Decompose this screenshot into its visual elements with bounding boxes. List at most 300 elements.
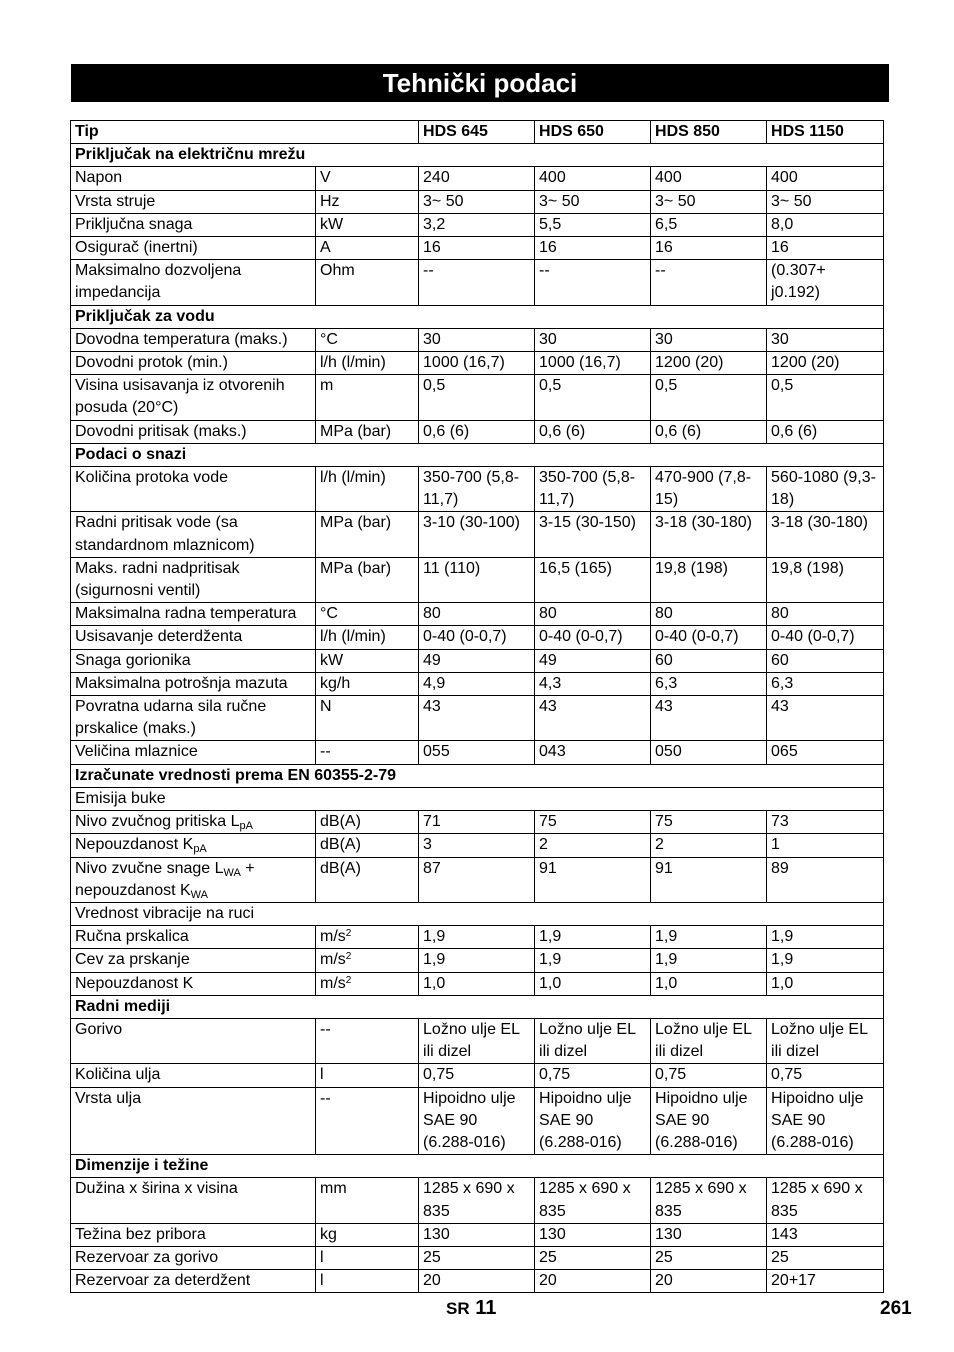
header-cell-model: HDS 850 (651, 121, 767, 144)
value-cell: 30 (651, 328, 767, 351)
table-row (71, 1064, 884, 1087)
table-row (71, 375, 884, 420)
row-unit-text: l (320, 1248, 324, 1266)
row-unit-text: dB(A) (320, 859, 361, 877)
footer-page-number: 261 (880, 1298, 912, 1319)
value-cell: 0,75 (767, 1064, 884, 1087)
row-label (71, 352, 316, 375)
table-row (71, 1246, 884, 1269)
row-label-subscript: WA (190, 888, 208, 901)
row-unit (316, 1270, 419, 1293)
row-label (71, 1223, 316, 1246)
value-cell: 1,9 (651, 949, 767, 972)
row-label (71, 926, 316, 949)
header-cell-model: HDS 650 (535, 121, 651, 144)
row-label-text: Količina protoka vode (75, 469, 228, 487)
value-cell: 3~ 50 (651, 190, 767, 213)
table-row (71, 213, 884, 236)
value-cell: 0-40 (0-0,7) (419, 626, 535, 649)
table-row (71, 190, 884, 213)
row-unit (316, 1246, 419, 1269)
row-unit-text: m/s (320, 974, 346, 992)
value-cell: 16,5 (165) (535, 557, 651, 602)
value-cell: 350-700 (5,8-11,7) (535, 467, 651, 512)
row-label (71, 649, 316, 672)
value-cell: -- (651, 260, 767, 305)
header-cell-model: HDS 645 (419, 121, 535, 144)
value-cell: 43 (767, 696, 884, 741)
value-cell: 4,9 (419, 672, 535, 695)
value-cell: 400 (767, 167, 884, 190)
row-unit (316, 696, 419, 741)
row-label (71, 857, 316, 902)
value-cell: 60 (767, 649, 884, 672)
footer-lang-code: SR (446, 1299, 470, 1318)
value-cell: 73 (767, 811, 884, 834)
section-heading: Podaci o snazi (71, 443, 884, 466)
value-cell: 3-15 (30-150) (535, 512, 651, 557)
row-label-subscript: WA (223, 866, 241, 879)
value-cell: 80 (767, 603, 884, 626)
value-cell: 3 (419, 834, 535, 857)
row-unit-text: l/h (l/min) (320, 354, 386, 372)
footer-section-page (446, 1297, 496, 1320)
row-label-text: Nivo zvučne snage L (75, 859, 224, 877)
row-label-text: Vrsta ulja (75, 1089, 142, 1107)
table-row (71, 857, 884, 902)
value-cell: 71 (419, 811, 535, 834)
value-cell: Hipoidno ulje SAE 90 (6.288-016) (651, 1087, 767, 1155)
value-cell: -- (419, 260, 535, 305)
section-heading: Radni mediji (71, 995, 884, 1018)
value-cell: 1,9 (767, 949, 884, 972)
row-label (71, 1018, 316, 1063)
table-row (71, 811, 884, 834)
row-unit (316, 972, 419, 995)
row-label (71, 811, 316, 834)
row-label (71, 696, 316, 741)
table-row (71, 926, 884, 949)
row-label-text: Vrsta struje (75, 192, 156, 210)
section-row (71, 443, 884, 466)
row-unit (316, 672, 419, 695)
row-unit-text: l/h (l/min) (320, 469, 386, 487)
row-label (71, 741, 316, 764)
row-unit (316, 467, 419, 512)
table-row (71, 603, 884, 626)
table-row (71, 237, 884, 260)
value-cell: 19,8 (198) (767, 557, 884, 602)
section-heading: Dimenzije i težine (71, 1155, 884, 1178)
value-cell: 80 (535, 603, 651, 626)
value-cell: 43 (651, 696, 767, 741)
value-cell: Hipoidno ulje SAE 90 (6.288-016) (535, 1087, 651, 1155)
value-cell: 1 (767, 834, 884, 857)
page-title: Tehnički podaci (71, 64, 889, 102)
table-header-row (71, 121, 884, 144)
value-cell: 1,0 (767, 972, 884, 995)
row-unit (316, 237, 419, 260)
row-label-text: Nepouzdanost K (75, 836, 194, 854)
value-cell: 470-900 (7,8-15) (651, 467, 767, 512)
row-unit-text: MPa (bar) (320, 514, 392, 532)
spec-table-body (71, 121, 884, 1293)
value-cell: 1,9 (767, 926, 884, 949)
section-row (71, 1155, 884, 1178)
value-cell: 3~ 50 (535, 190, 651, 213)
row-unit-text: -- (320, 743, 331, 761)
row-unit-text: V (320, 169, 331, 187)
value-cell: 20 (419, 1270, 535, 1293)
value-cell: 20 (535, 1270, 651, 1293)
value-cell: 16 (651, 237, 767, 260)
row-label-text: Visina usisavanja iz otvorenih posuda (20°C) (75, 377, 285, 417)
row-label-text: Dovodni pritisak (maks.) (75, 422, 247, 440)
value-cell: 16 (767, 237, 884, 260)
value-cell: 1,0 (535, 972, 651, 995)
value-cell: 49 (419, 649, 535, 672)
value-cell: Ložno ulje EL ili dizel (535, 1018, 651, 1063)
row-label-text: Nivo zvučnog pritiska L (75, 813, 240, 831)
row-label (71, 190, 316, 213)
value-cell: 25 (535, 1246, 651, 1269)
table-row (71, 260, 884, 305)
value-cell: Ložno ulje EL ili dizel (767, 1018, 884, 1063)
row-unit-text: -- (320, 1020, 331, 1038)
value-cell: 4,3 (535, 672, 651, 695)
value-cell: 16 (535, 237, 651, 260)
table-row (71, 834, 884, 857)
table-row (71, 352, 884, 375)
value-cell: 20 (651, 1270, 767, 1293)
row-unit (316, 190, 419, 213)
row-label-text: Osigurač (inertni) (75, 239, 198, 257)
value-cell: 43 (419, 696, 535, 741)
row-unit-text: dB(A) (320, 813, 361, 831)
value-cell: 6,5 (651, 213, 767, 236)
row-unit-text: m (320, 377, 334, 395)
row-unit-text: A (320, 239, 331, 257)
row-label-text: Veličina mlaznice (75, 743, 198, 761)
row-label (71, 1178, 316, 1223)
row-label-subscript: pA (239, 820, 253, 833)
table-row (71, 467, 884, 512)
value-cell: 30 (419, 328, 535, 351)
row-unit (316, 811, 419, 834)
row-label-text: Rezervoar za deterdžent (75, 1272, 251, 1290)
value-cell: 0,6 (6) (419, 420, 535, 443)
value-cell: 49 (535, 649, 651, 672)
value-cell: 6,3 (651, 672, 767, 695)
value-cell: 143 (767, 1223, 884, 1246)
table-row (71, 1223, 884, 1246)
value-cell: 1,9 (535, 949, 651, 972)
row-unit-text: m/s (320, 928, 346, 946)
value-cell: 91 (535, 857, 651, 902)
value-cell: 1285 x 690 x 835 (651, 1178, 767, 1223)
table-row (71, 1087, 884, 1155)
value-cell: 240 (419, 167, 535, 190)
row-unit (316, 512, 419, 557)
row-label (71, 213, 316, 236)
value-cell: 3~ 50 (419, 190, 535, 213)
row-unit (316, 1018, 419, 1063)
row-label (71, 375, 316, 420)
value-cell: 1000 (16,7) (419, 352, 535, 375)
section-heading: Izračunate vrednosti prema EN 60355-2-79 (71, 764, 884, 787)
value-cell: 0,5 (651, 375, 767, 420)
value-cell: Hipoidno ulje SAE 90 (6.288-016) (767, 1087, 884, 1155)
row-unit (316, 1064, 419, 1087)
row-unit (316, 1178, 419, 1223)
row-unit (316, 375, 419, 420)
row-label (71, 834, 316, 857)
value-cell: 1285 x 690 x 835 (535, 1178, 651, 1223)
row-label (71, 167, 316, 190)
row-label-text: Cev za prskanje (75, 951, 190, 969)
row-unit (316, 741, 419, 764)
spec-table (70, 120, 884, 1293)
value-cell: 3~ 50 (767, 190, 884, 213)
value-cell: 0-40 (0-0,7) (535, 626, 651, 649)
table-row (71, 557, 884, 602)
value-cell: 0,5 (419, 375, 535, 420)
value-cell: 350-700 (5,8-11,7) (419, 467, 535, 512)
row-label (71, 328, 316, 351)
row-label-text: Usisavanje deterdženta (75, 628, 243, 646)
value-cell: 3-10 (30-100) (419, 512, 535, 557)
value-cell: 16 (419, 237, 535, 260)
row-unit (316, 649, 419, 672)
value-cell: 0,5 (535, 375, 651, 420)
section-heading: Priključak za vodu (71, 305, 884, 328)
row-unit-text: kg (320, 1225, 337, 1243)
value-cell: 1200 (20) (767, 352, 884, 375)
subsection-heading: Vrednost vibracije na ruci (71, 902, 884, 925)
row-label-text: Maksimalna radna temperatura (75, 605, 297, 623)
value-cell: 19,8 (198) (651, 557, 767, 602)
value-cell: 8,0 (767, 213, 884, 236)
row-unit-text: kg/h (320, 674, 351, 692)
row-unit (316, 557, 419, 602)
row-unit-text: l (320, 1272, 324, 1290)
row-label (71, 1246, 316, 1269)
value-cell: 60 (651, 649, 767, 672)
value-cell: 130 (651, 1223, 767, 1246)
row-label-text: Rezervoar za gorivo (75, 1248, 219, 1266)
value-cell: Hipoidno ulje SAE 90 (6.288-016) (419, 1087, 535, 1155)
value-cell: -- (535, 260, 651, 305)
row-label (71, 237, 316, 260)
row-label-text: Napon (75, 169, 123, 187)
value-cell: 0,75 (535, 1064, 651, 1087)
table-row (71, 420, 884, 443)
value-cell: 5,5 (535, 213, 651, 236)
row-unit (316, 352, 419, 375)
row-unit (316, 626, 419, 649)
value-cell: 1,0 (651, 972, 767, 995)
row-unit-text: N (320, 698, 332, 716)
value-cell: 1,9 (419, 949, 535, 972)
section-row (71, 995, 884, 1018)
row-unit-text: °C (320, 330, 338, 348)
value-cell: 30 (767, 328, 884, 351)
row-label (71, 420, 316, 443)
table-row (71, 696, 884, 741)
value-cell: 25 (419, 1246, 535, 1269)
row-unit (316, 167, 419, 190)
row-label (71, 512, 316, 557)
row-label (71, 1270, 316, 1293)
row-unit-text: MPa (bar) (320, 422, 392, 440)
value-cell: 25 (767, 1246, 884, 1269)
row-label-text: Maks. radni nadpritisak (sigurnosni ventil) (75, 559, 240, 600)
row-label (71, 603, 316, 626)
value-cell: 75 (535, 811, 651, 834)
row-unit-text: Hz (320, 192, 340, 210)
value-cell: 0,6 (6) (651, 420, 767, 443)
value-cell: 400 (651, 167, 767, 190)
row-label-text: Radni pritisak vode (sa standardnom mlaznicom) (75, 514, 255, 554)
row-unit (316, 328, 419, 351)
value-cell: 0,75 (651, 1064, 767, 1087)
value-cell: 0,5 (767, 375, 884, 420)
value-cell: 055 (419, 741, 535, 764)
value-cell: (0.307+ j0.192) (767, 260, 884, 305)
row-unit (316, 1087, 419, 1155)
row-label (71, 949, 316, 972)
row-unit (316, 603, 419, 626)
value-cell: 130 (419, 1223, 535, 1246)
table-row (71, 328, 884, 351)
value-cell: 065 (767, 741, 884, 764)
row-unit-text: l (320, 1066, 324, 1084)
row-unit (316, 926, 419, 949)
value-cell: 560-1080 (9,3-18) (767, 467, 884, 512)
subsection-row (71, 787, 884, 810)
row-label (71, 260, 316, 305)
header-cell-model: HDS 1150 (767, 121, 884, 144)
value-cell: 43 (535, 696, 651, 741)
table-row (71, 1018, 884, 1063)
value-cell: Ložno ulje EL ili dizel (419, 1018, 535, 1063)
row-unit (316, 857, 419, 902)
table-row (71, 741, 884, 764)
table-row (71, 512, 884, 557)
row-label-subscript: pA (193, 843, 207, 856)
row-label (71, 1087, 316, 1155)
row-unit-superscript: 2 (345, 974, 352, 986)
row-unit (316, 260, 419, 305)
row-label-text: Snaga gorionika (75, 651, 191, 669)
value-cell: Ložno ulje EL ili dizel (651, 1018, 767, 1063)
value-cell: 87 (419, 857, 535, 902)
row-label (71, 972, 316, 995)
value-cell: 30 (535, 328, 651, 351)
row-label (71, 672, 316, 695)
table-row (71, 1270, 884, 1293)
value-cell: 3-18 (30-180) (767, 512, 884, 557)
value-cell: 130 (535, 1223, 651, 1246)
row-label (71, 467, 316, 512)
row-unit (316, 1223, 419, 1246)
value-cell: 1,9 (651, 926, 767, 949)
value-cell: 2 (535, 834, 651, 857)
table-row (71, 649, 884, 672)
row-unit-text: l/h (l/min) (320, 628, 386, 646)
row-label-text-continued: + nepouzdanost K (75, 859, 255, 899)
footer-section-number: 11 (475, 1297, 497, 1319)
row-unit-text: MPa (bar) (320, 559, 392, 577)
value-cell: 043 (535, 741, 651, 764)
row-label-text: Gorivo (75, 1020, 123, 1038)
value-cell: 6,3 (767, 672, 884, 695)
row-unit-text: dB(A) (320, 836, 361, 854)
row-unit (316, 834, 419, 857)
row-unit-superscript: 2 (345, 928, 352, 940)
section-row (71, 764, 884, 787)
subsection-row (71, 902, 884, 925)
header-cell-type: Tip (71, 121, 419, 144)
value-cell: 1,9 (419, 926, 535, 949)
value-cell: 0,6 (6) (535, 420, 651, 443)
value-cell: 1285 x 690 x 835 (767, 1178, 884, 1223)
value-cell: 050 (651, 741, 767, 764)
value-cell: 1200 (20) (651, 352, 767, 375)
value-cell: 91 (651, 857, 767, 902)
value-cell: 3,2 (419, 213, 535, 236)
value-cell: 400 (535, 167, 651, 190)
row-unit (316, 949, 419, 972)
value-cell: 1,9 (535, 926, 651, 949)
value-cell: 89 (767, 857, 884, 902)
row-label-text: Količina ulja (75, 1066, 161, 1084)
value-cell: 0,75 (419, 1064, 535, 1087)
table-row (71, 672, 884, 695)
row-label (71, 557, 316, 602)
row-label-text: Maksimalno dozvoljena impedancija (75, 262, 242, 302)
row-unit-text: m/s (320, 951, 346, 969)
value-cell: 20+17 (767, 1270, 884, 1293)
section-heading: Priključak na električnu mrežu (71, 144, 884, 167)
row-unit-text: Ohm (320, 262, 355, 280)
value-cell: 1285 x 690 x 835 (419, 1178, 535, 1223)
row-label-text: Težina bez pribora (75, 1225, 206, 1243)
value-cell: 25 (651, 1246, 767, 1269)
row-unit-text: kW (320, 215, 344, 233)
value-cell: 3-18 (30-180) (651, 512, 767, 557)
row-label-text: Ručna prskalica (75, 928, 189, 946)
value-cell: 0-40 (0-0,7) (651, 626, 767, 649)
row-unit-text: mm (320, 1180, 347, 1198)
value-cell: 0,6 (6) (767, 420, 884, 443)
section-row (71, 305, 884, 328)
value-cell: 75 (651, 811, 767, 834)
row-unit (316, 420, 419, 443)
row-label-text: Povratna udarna sila ručne prskalice (maks.) (75, 698, 267, 738)
value-cell: 1000 (16,7) (535, 352, 651, 375)
row-label-text: Priključna snaga (75, 215, 193, 233)
row-label-text: Dovodna temperatura (maks.) (75, 330, 288, 348)
row-label (71, 626, 316, 649)
subsection-heading: Emisija buke (71, 787, 884, 810)
row-label-text: Dovodni protok (min.) (75, 354, 228, 372)
row-unit-text: -- (320, 1089, 331, 1107)
value-cell: 80 (651, 603, 767, 626)
value-cell: 0-40 (0-0,7) (767, 626, 884, 649)
table-row (71, 167, 884, 190)
row-unit-superscript: 2 (345, 951, 352, 963)
